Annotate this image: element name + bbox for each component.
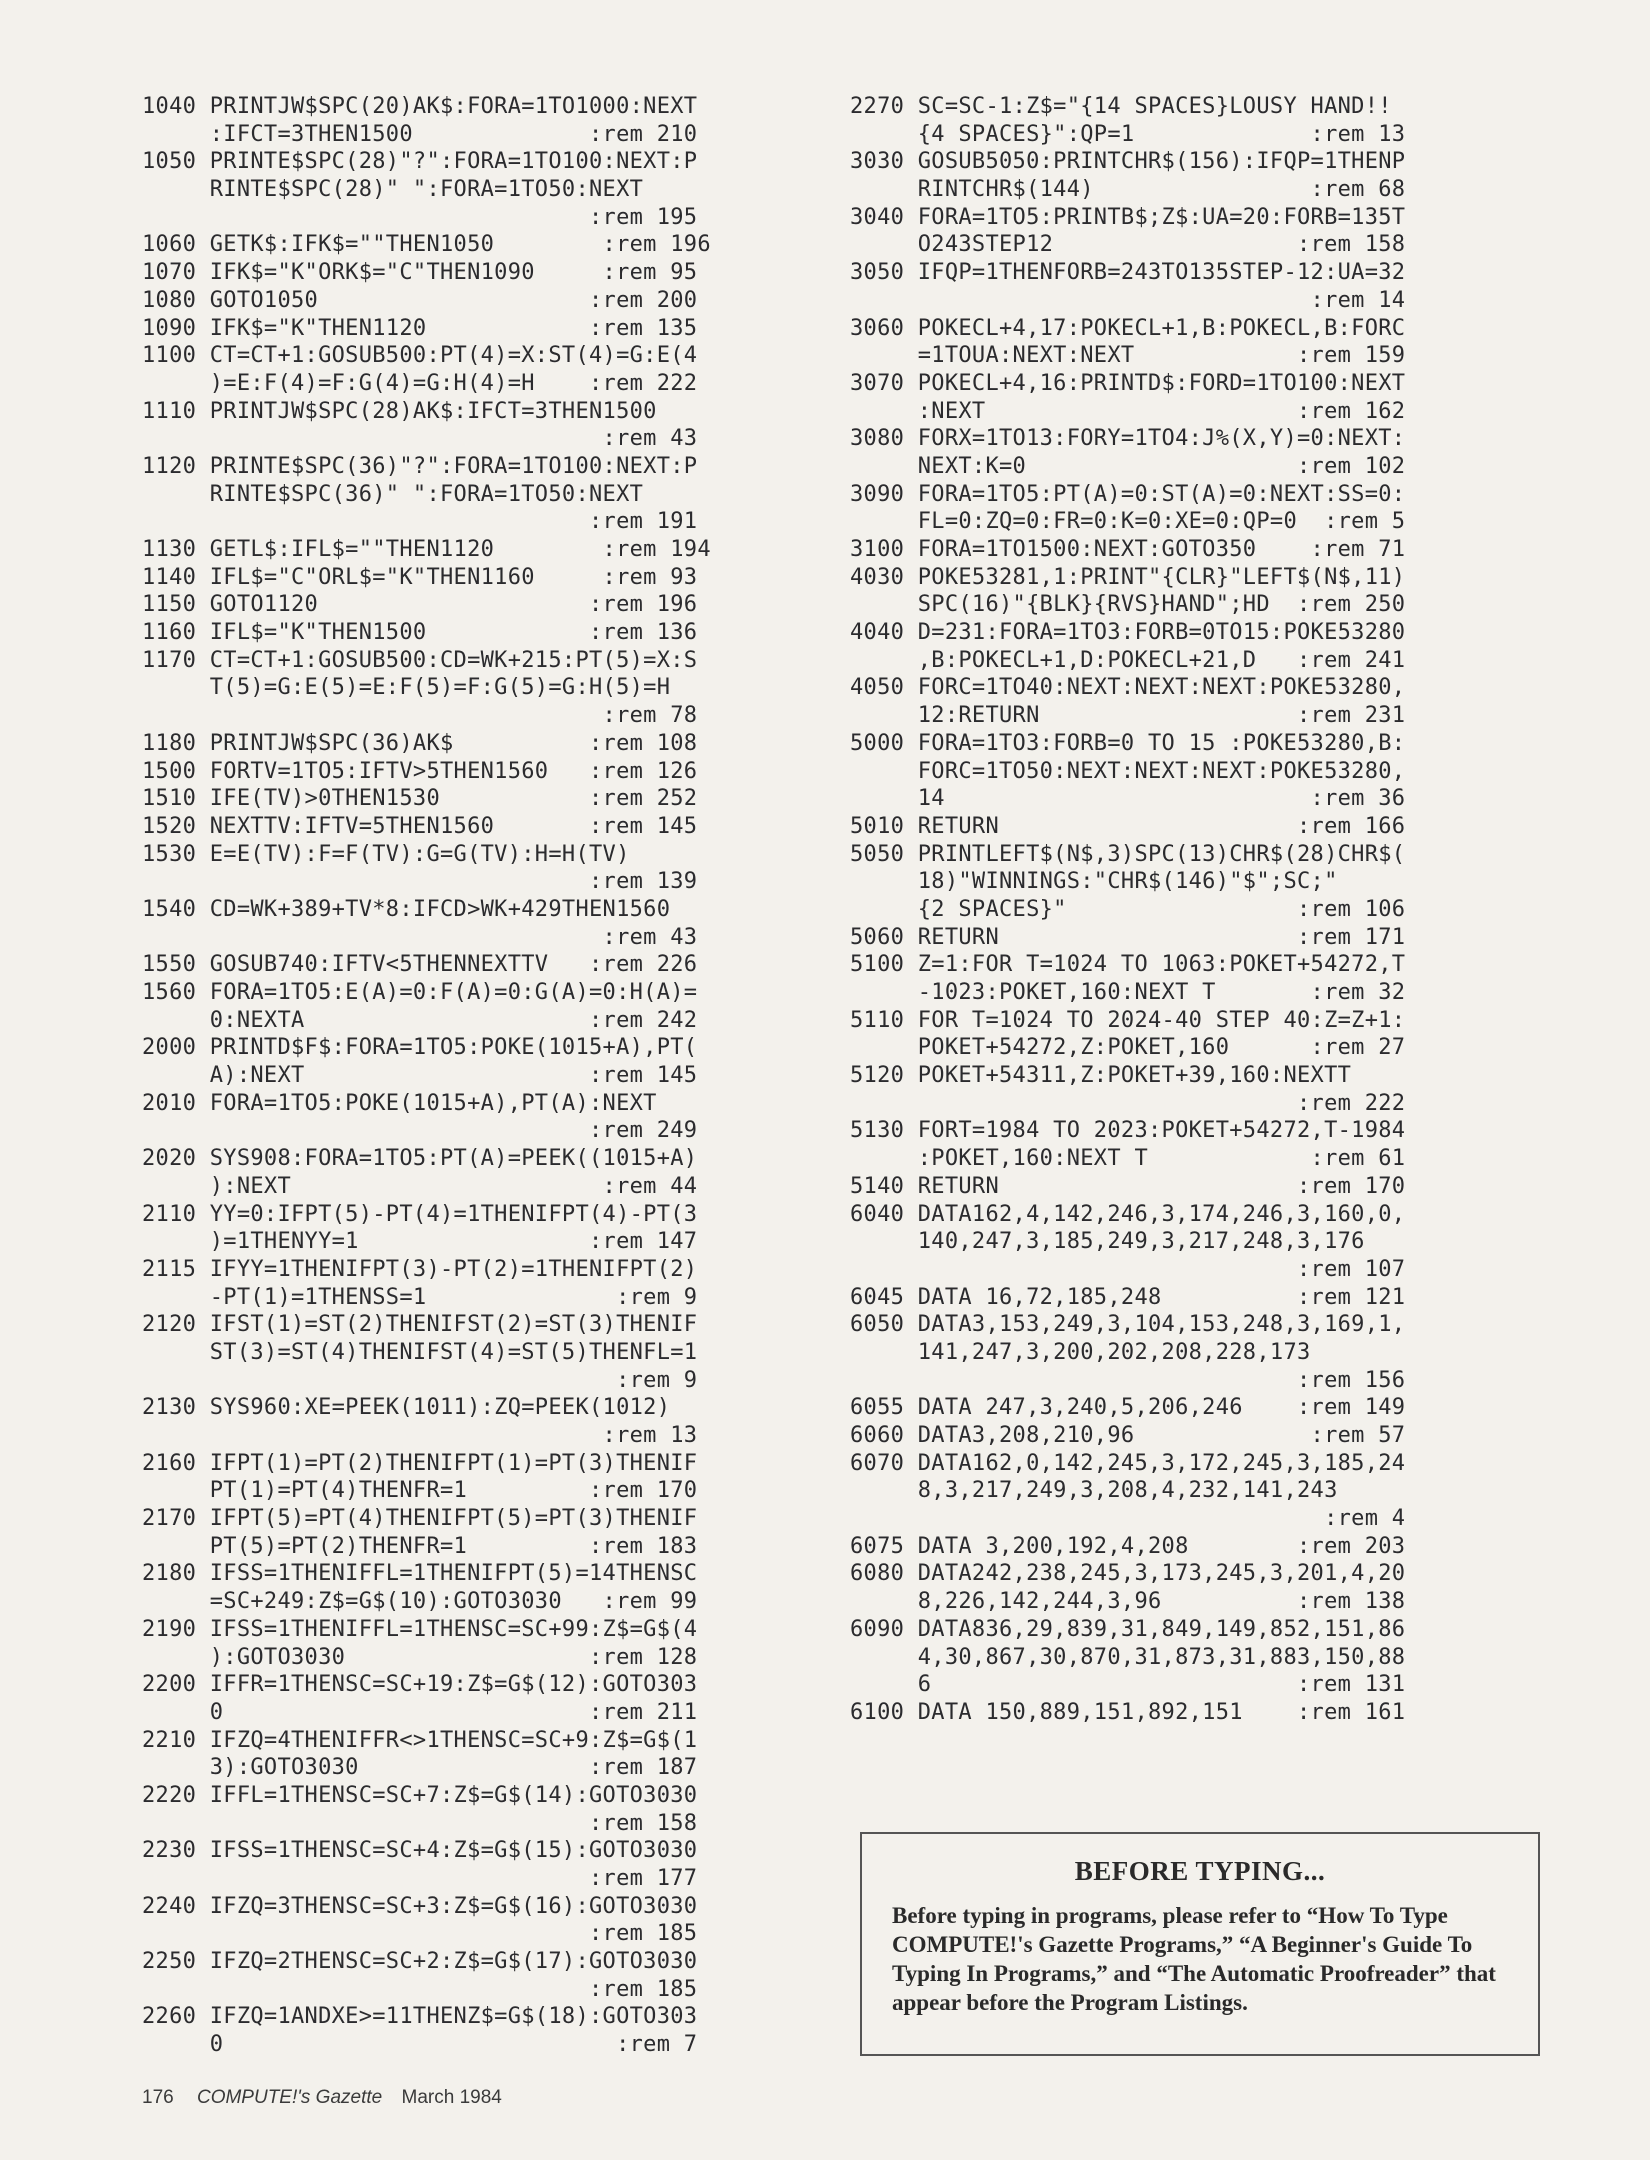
code-line: :rem 43	[142, 924, 698, 950]
code-line: T(5)=G:E(5)=E:F(5)=F:G(5)=G:H(5)=H	[142, 675, 671, 701]
code-line: 8,3,217,249,3,208,4,232,141,243	[850, 1478, 1338, 1504]
code-line: 2210 IFZQ=4THENIFFR<>1THENSC=SC+9:Z$=G$(1	[142, 1727, 698, 1753]
code-line: RINTE$SPC(28)" ":FORA=1TO50:NEXT	[142, 177, 644, 203]
code-line: 2220 IFFL=1THENSC=SC+7:Z$=G$(14):GOTO3030	[142, 1782, 698, 1808]
magazine-name: COMPUTE!'s Gazette	[196, 2087, 383, 2108]
code-line: {4 SPACES}":QP=1 :rem 13	[850, 121, 1406, 147]
code-line: 1060 GETK$:IFK$=""THEN1050 :rem 196	[142, 232, 711, 258]
code-line: 2190 IFSS=1THENIFFL=1THENSC=SC+99:Z$=G$(4	[142, 1616, 698, 1642]
code-line: 2170 IFPT(5)=PT(4)THENIFPT(5)=PT(3)THENIF	[142, 1506, 698, 1532]
code-line: 5120 POKET+54311,Z:POKET+39,160:NEXTT	[850, 1063, 1352, 1089]
code-line: 2230 IFSS=1THENSC=SC+4:Z$=G$(15):GOTO3030	[142, 1838, 698, 1864]
code-line: FORC=1TO50:NEXT:NEXT:NEXT:POKE53280,	[850, 758, 1406, 784]
code-line: PT(5)=PT(2)THENFR=1 :rem 183	[142, 1533, 698, 1559]
code-line: 5110 FOR T=1024 TO 2024-40 STEP 40:Z=Z+1:	[850, 1007, 1406, 1033]
code-line: 5100 Z=1:FOR T=1024 TO 1063:POKET+54272,T	[850, 952, 1406, 978]
code-line: :POKET,160:NEXT T :rem 61	[850, 1146, 1406, 1172]
code-line: 1170 CT=CT+1:GOSUB500:CD=WK+215:PT(5)=X:S	[142, 647, 698, 673]
code-line: 6055 DATA 247,3,240,5,206,246 :rem 149	[850, 1395, 1406, 1421]
code-line: A):NEXT :rem 145	[142, 1063, 698, 1089]
code-line: ):NEXT :rem 44	[142, 1173, 698, 1199]
before-typing-box	[860, 1832, 1540, 2056]
code-line: 0 :rem 7	[142, 2032, 698, 2058]
code-line: 6075 DATA 3,200,192,4,208 :rem 203	[850, 1533, 1406, 1559]
code-line: 1090 IFK$="K"THEN1120 :rem 135	[142, 315, 698, 341]
code-line: 3100 FORA=1TO1500:NEXT:GOTO350 :rem 71	[850, 537, 1406, 562]
code-line: NEXT:K=0 :rem 102	[850, 453, 1406, 479]
code-line: 1520 NEXTTV:IFTV=5THEN1560 :rem 145	[142, 813, 698, 839]
code-line: =SC+249:Z$=G$(10):GOTO3030 :rem 99	[142, 1589, 698, 1615]
code-line: 3030 GOSUB5050:PRINTCHR$(156):IFQP=1THENP	[850, 149, 1406, 175]
code-line: ):GOTO3030 :rem 128	[142, 1644, 698, 1670]
code-line: 1180 PRINTJW$SPC(36)AK$ :rem 108	[142, 730, 698, 756]
code-line: 2115 IFYY=1THENIFPT(3)-PT(2)=1THENIFPT(2)	[142, 1256, 698, 1282]
code-line: 1540 CD=WK+389+TV*8:IFCD>WK+429THEN1560	[142, 896, 671, 922]
code-line: 3070 POKECL+4,16:PRINTD$:FORD=1TO100:NEXT	[850, 370, 1406, 396]
box-body: Before typing in programs, please refer to “How To Type COMPUTE!'s Gazette Programs,” “A Beginner's Guide To Typing In Programs,” and “The Automatic Proofreader” that appear before the Program Listings.	[892, 1903, 1496, 2015]
code-line: 5140 RETURN :rem 170	[850, 1173, 1406, 1199]
code-line: -PT(1)=1THENSS=1 :rem 9	[142, 1284, 698, 1310]
code-line: 0 :rem 211	[142, 1699, 698, 1725]
code-line: O243STEP12 :rem 158	[850, 232, 1406, 258]
listing-column-right	[850, 93, 1538, 1727]
code-line: :IFCT=3THEN1500 :rem 210	[142, 121, 698, 147]
code-line: 1160 IFL$="K"THEN1500 :rem 136	[142, 620, 698, 646]
code-line: :rem 185	[142, 1921, 698, 1947]
code-line: RINTE$SPC(36)" ":FORA=1TO50:NEXT	[142, 481, 644, 507]
code-line: RINTCHR$(144) :rem 68	[850, 177, 1406, 203]
code-line: 5010 RETURN :rem 166	[850, 813, 1406, 839]
code-line: 2020 SYS908:FORA=1TO5:PT(A)=PEEK((1015+A)	[142, 1146, 698, 1172]
code-line: 1110 PRINTJW$SPC(28)AK$:IFCT=3THEN1500	[142, 398, 657, 424]
code-line: 3090 FORA=1TO5:PT(A)=0:ST(A)=0:NEXT:SS=0:	[850, 481, 1406, 507]
code-line: 2000 PRINTD$F$:FORA=1TO5:POKE(1015+A),PT(	[142, 1035, 698, 1061]
code-line: ST(3)=ST(4)THENIFST(4)=ST(5)THENFL=1	[142, 1339, 698, 1365]
code-line: 2160 IFPT(1)=PT(2)THENIFPT(1)=PT(3)THENIF	[142, 1450, 698, 1476]
code-line: 6070 DATA162,0,142,245,3,172,245,3,185,24	[850, 1450, 1406, 1476]
code-line: :rem 43	[142, 426, 698, 452]
code-line: 1560 FORA=1TO5:E(A)=0:F(A)=0:G(A)=0:H(A)=	[142, 980, 698, 1005]
code-line: SPC(16)"{BLK}{RVS}HAND";HD :rem 250	[850, 592, 1406, 618]
code-line: 5060 RETURN :rem 171	[850, 924, 1406, 950]
code-line: ,B:POKECL+1,D:POKECL+21,D :rem 241	[850, 647, 1406, 673]
code-line: 3060 POKECL+4,17:POKECL+1,B:POKECL,B:FORC	[850, 315, 1406, 341]
code-line: 1080 GOTO1050 :rem 200	[142, 287, 698, 313]
code-line: POKET+54272,Z:POKET,160 :rem 27	[850, 1035, 1406, 1061]
code-line: 140,247,3,185,249,3,217,248,3,176	[850, 1229, 1365, 1255]
code-line: 2200 IFFR=1THENSC=SC+19:Z$=G$(12):GOTO303	[142, 1672, 698, 1698]
code-line: 8,226,142,244,3,96 :rem 138	[850, 1589, 1406, 1615]
code-line: 6 :rem 131	[850, 1672, 1406, 1698]
page-number: 176	[142, 2087, 174, 2108]
code-line: )=E:F(4)=F:G(4)=G:H(4)=H :rem 222	[142, 370, 698, 396]
code-line: :rem 13	[142, 1423, 698, 1448]
code-line: 6050 DATA3,153,249,3,104,153,248,3,169,1,	[850, 1312, 1406, 1338]
code-line: :rem 177	[142, 1866, 698, 1891]
code-line: :rem 9	[142, 1367, 698, 1393]
code-line: :rem 156	[850, 1367, 1406, 1393]
code-line: 1150 GOTO1120 :rem 196	[142, 592, 698, 618]
code-line: 2180 IFSS=1THENIFFL=1THENIFPT(5)=14THENSC	[142, 1561, 698, 1587]
code-line: 2260 IFZQ=1ANDXE>=11THENZ$=G$(18):GOTO303	[142, 2004, 698, 2030]
code-line: )=1THENYY=1 :rem 147	[142, 1229, 698, 1255]
listing-column-left	[142, 93, 830, 2059]
code-line: 3080 FORX=1TO13:FORY=1TO4:J%(X,Y)=0:NEXT:	[850, 426, 1406, 452]
code-line: :rem 107	[850, 1256, 1406, 1282]
code-line: 1130 GETL$:IFL$=""THEN1120 :rem 194	[142, 537, 711, 562]
code-line: 6100 DATA 150,889,151,892,151 :rem 161	[850, 1699, 1406, 1725]
code-line: 6045 DATA 16,72,185,248 :rem 121	[850, 1284, 1406, 1310]
code-line: {2 SPACES}" :rem 106	[850, 896, 1406, 922]
code-line: 5050 PRINTLEFT$(N$,3)SPC(13)CHR$(28)CHR$(	[850, 841, 1406, 867]
code-line: 2250 IFZQ=2THENSC=SC+2:Z$=G$(17):GOTO3030	[142, 1949, 698, 1975]
code-line: 1550 GOSUB740:IFTV<5THENNEXTTV :rem 226	[142, 952, 698, 978]
code-line: 5000 FORA=1TO3:FORB=0 TO 15 :POKE53280,B:	[850, 730, 1406, 756]
code-line: 12:RETURN :rem 231	[850, 703, 1406, 729]
code-line: 2110 YY=0:IFPT(5)-PT(4)=1THENIFPT(4)-PT(3	[142, 1201, 698, 1227]
code-line: 2130 SYS960:XE=PEEK(1011):ZQ=PEEK(1012)	[142, 1395, 671, 1421]
code-line: 6080 DATA242,238,245,3,173,245,3,201,4,20	[850, 1561, 1406, 1587]
code-line: 1510 IFE(TV)>0THEN1530 :rem 252	[142, 786, 698, 812]
code-line: 0:NEXTA :rem 242	[142, 1007, 698, 1033]
code-line: 2240 IFZQ=3THENSC=SC+3:Z$=G$(16):GOTO3030	[142, 1893, 698, 1919]
code-line: 14 :rem 36	[850, 786, 1406, 812]
code-line: 3):GOTO3030 :rem 187	[142, 1755, 698, 1781]
code-line: 141,247,3,200,202,208,228,173	[850, 1339, 1311, 1365]
code-line: :rem 139	[142, 869, 698, 895]
code-line: :rem 249	[142, 1118, 698, 1144]
code-line: :NEXT :rem 162	[850, 398, 1406, 424]
code-line: 18)"WINNINGS:"CHR$(146)"$";SC;"	[850, 869, 1338, 895]
code-line: :rem 158	[142, 1810, 698, 1836]
code-line: 1120 PRINTE$SPC(36)"?":FORA=1TO100:NEXT:P	[142, 453, 698, 479]
code-line: =1TOUA:NEXT:NEXT :rem 159	[850, 343, 1406, 369]
code-line: 6060 DATA3,208,210,96 :rem 57	[850, 1423, 1406, 1448]
code-line: 1100 CT=CT+1:GOSUB500:PT(4)=X:ST(4)=G:E(4	[142, 343, 698, 369]
code-line: 2120 IFST(1)=ST(2)THENIFST(2)=ST(3)THENIF	[142, 1312, 698, 1338]
code-line: 1040 PRINTJW$SPC(20)AK$:FORA=1TO1000:NEXT	[142, 94, 698, 119]
code-line: 3050 IFQP=1THENFORB=243TO135STEP-12:UA=32	[850, 260, 1406, 286]
code-line: :rem 191	[142, 509, 698, 535]
page-footer	[142, 2087, 502, 2109]
code-line: -1023:POKET,160:NEXT T :rem 32	[850, 980, 1406, 1005]
box-title: BEFORE TYPING...	[1074, 1856, 1326, 1886]
code-line: 5130 FORT=1984 TO 2023:POKET+54272,T-1984	[850, 1118, 1406, 1144]
code-line: 1070 IFK$="K"ORK$="C"THEN1090 :rem 95	[142, 260, 698, 286]
code-line: 1050 PRINTE$SPC(28)"?":FORA=1TO100:NEXT:P	[142, 149, 698, 175]
code-line: 1140 IFL$="C"ORL$="K"THEN1160 :rem 93	[142, 564, 698, 590]
code-line: 2270 SC=SC-1:Z$="{14 SPACES}LOUSY HAND!!	[850, 94, 1392, 119]
code-line: 4050 FORC=1TO40:NEXT:NEXT:NEXT:POKE53280,	[850, 675, 1406, 701]
code-line: :rem 222	[850, 1090, 1406, 1116]
code-line: 4,30,867,30,870,31,873,31,883,150,88	[850, 1644, 1406, 1670]
code-line: FL=0:ZQ=0:FR=0:K=0:XE=0:QP=0 :rem 5	[850, 509, 1406, 535]
code-line: 4040 D=231:FORA=1TO3:FORB=0TO15:POKE53280	[850, 620, 1406, 646]
code-line: 1500 FORTV=1TO5:IFTV>5THEN1560 :rem 126	[142, 758, 698, 784]
code-line: :rem 14	[850, 287, 1406, 313]
code-line: PT(1)=PT(4)THENFR=1 :rem 170	[142, 1478, 698, 1504]
code-line: 6090 DATA836,29,839,31,849,149,852,151,86	[850, 1616, 1406, 1642]
code-line: 6040 DATA162,4,142,246,3,174,246,3,160,0,	[850, 1201, 1406, 1227]
code-line: :rem 195	[142, 204, 698, 230]
code-line: 2010 FORA=1TO5:POKE(1015+A),PT(A):NEXT	[142, 1090, 657, 1116]
code-line: :rem 185	[142, 1976, 698, 2002]
code-line: 3040 FORA=1TO5:PRINTB$;Z$:UA=20:FORB=135T	[850, 204, 1406, 230]
issue-date: March 1984	[401, 2087, 502, 2108]
code-line: :rem 4	[850, 1506, 1406, 1532]
code-line: 4030 POKE53281,1:PRINT"{CLR}"LEFT$(N$,11)	[850, 564, 1406, 590]
code-line: 1530 E=E(TV):F=F(TV):G=G(TV):H=H(TV)	[142, 841, 630, 867]
code-line: :rem 78	[142, 703, 698, 729]
